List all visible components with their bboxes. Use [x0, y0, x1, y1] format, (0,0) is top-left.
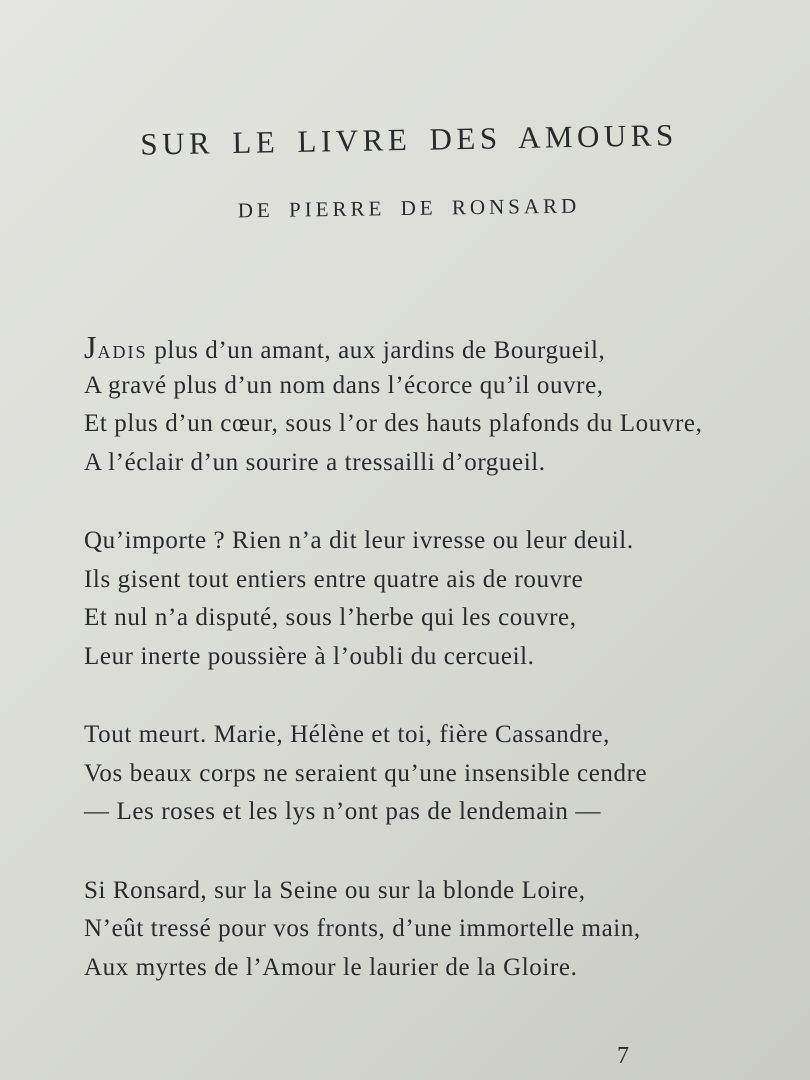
- poem-line: Qu’importe ? Rien n’a dit leur ivresse ou leur deuil.: [84, 527, 634, 554]
- poem-line: Tout meurt. Marie, Hélène et toi, fière Cassandre,: [84, 721, 610, 748]
- page-number: 7: [617, 1043, 629, 1069]
- poem-line: Et nul n’a disputé, sous l’herbe qui les couvre,: [84, 604, 577, 631]
- poem-line: Aux myrtes de l’Amour le laurier de la Gloire.: [84, 953, 578, 981]
- poem-line: — Les roses et les lys n’ont pas de lendemain —: [84, 798, 601, 825]
- poem-line: A l’éclair d’un sourire a tressailli d’orgueil.: [84, 448, 546, 476]
- poem-body: [84, 328, 804, 987]
- stanza-1: [84, 328, 804, 482]
- stanza-break: [84, 676, 804, 716]
- first-word-smallcaps: ADIS: [97, 342, 148, 362]
- poem-line: A gravé plus d’un nom dans l’écorce qu’il ouvre,: [84, 371, 604, 399]
- stanza-3: [84, 716, 804, 832]
- poem-title: SUR LE LIVRE DES AMOURS: [140, 117, 678, 162]
- poem-line: Ils gisent tout entiers entre quatre ais de rouvre: [84, 565, 584, 593]
- poem-line: Et plus d’un cœur, sous l’or des hauts plafonds du Louvre,: [84, 410, 703, 437]
- stanza-break: [84, 832, 804, 872]
- poem-line: [84, 328, 804, 367]
- poem-line: Vos beaux corps ne seraient qu’une insensible cendre: [84, 759, 648, 787]
- poem-subtitle: DE PIERRE DE RONSARD: [237, 193, 581, 223]
- stanza-break: [84, 482, 804, 522]
- initial-letter: J: [84, 329, 98, 365]
- poem-line: N’eût tressé pour vos fronts, d’une immortelle main,: [84, 915, 641, 942]
- poem-line: Si Ronsard, sur la Seine ou sur la blonde Loire,: [84, 876, 586, 904]
- stanza-4: [84, 872, 804, 988]
- poem-line: Leur inerte poussière à l’oubli du cercueil.: [84, 642, 535, 670]
- first-line-text: plus d’un amant, aux jardins de Bourgueil,: [147, 337, 606, 364]
- stanza-2: [84, 522, 804, 676]
